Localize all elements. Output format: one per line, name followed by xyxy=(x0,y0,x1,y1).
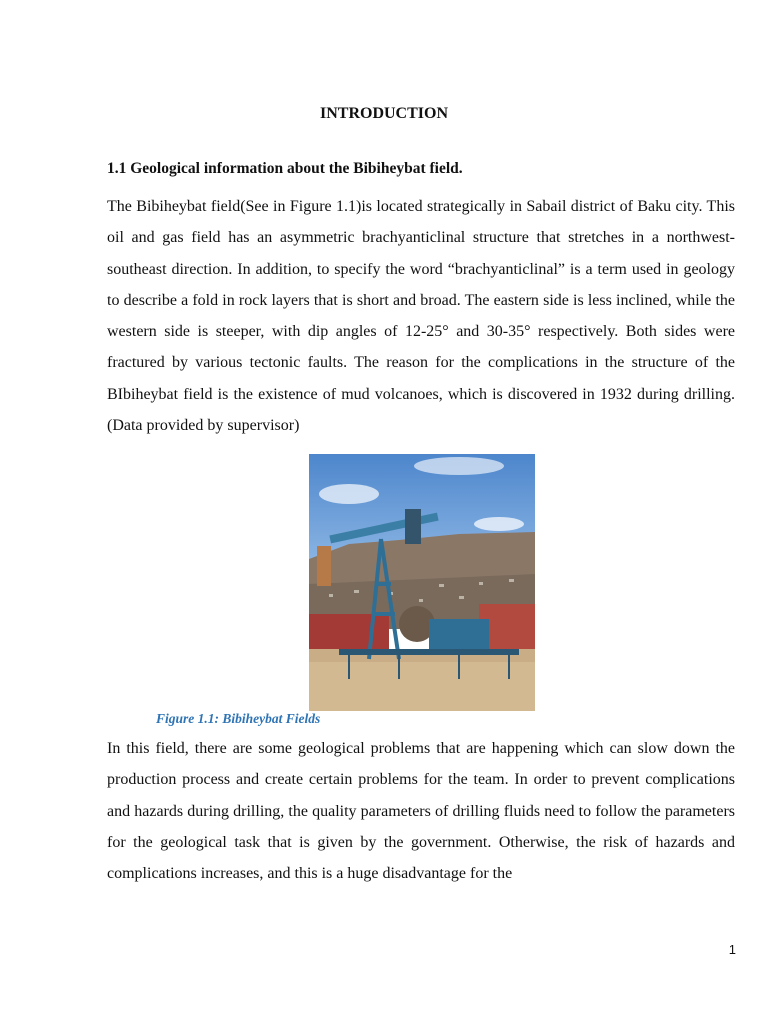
page-number: 1 xyxy=(728,942,736,957)
oil-field-photo xyxy=(309,454,535,711)
paragraph-problems: In this field, there are some geological problems that are happening which can slow down the production process and create certain problems for the team. In order to prevent complications and hazards during drilling, the quality parameters of drilling fluids need to follow the parameters for the geological task that is given by the government. Otherwise, the risk of hazards and complications increases, and this is a huge disadvantage for the xyxy=(107,740,735,883)
section-title: 1.1 Geological information about the Bibiheybat field. xyxy=(107,160,463,177)
paragraph-intro: The Bibiheybat field(See in Figure 1.1)is located strategically in Sabail district of Baku city. This oil and gas field has an asymmetric brachyanticlinal structure that stretches in a northwest-southeast direction. In addition, to specify the word “brachyanticlinal” is a term used in geology to describe a fold in rock layers that is short and broad. The eastern side is less inclined, while the western side is steeper, with dip angles of 12-25° and 30-35° respectively. Both sides were fractured by various tectonic faults. The reason for the complications in the structure of the BIbiheybat field is the existence of mud volcanoes, which is discovered in 1932 during drilling.(Data provided by supervisor) xyxy=(107,198,735,435)
figure-caption: Figure 1.1: Bibiheybat Fields xyxy=(156,711,321,726)
page-heading: INTRODUCTION xyxy=(319,105,448,122)
